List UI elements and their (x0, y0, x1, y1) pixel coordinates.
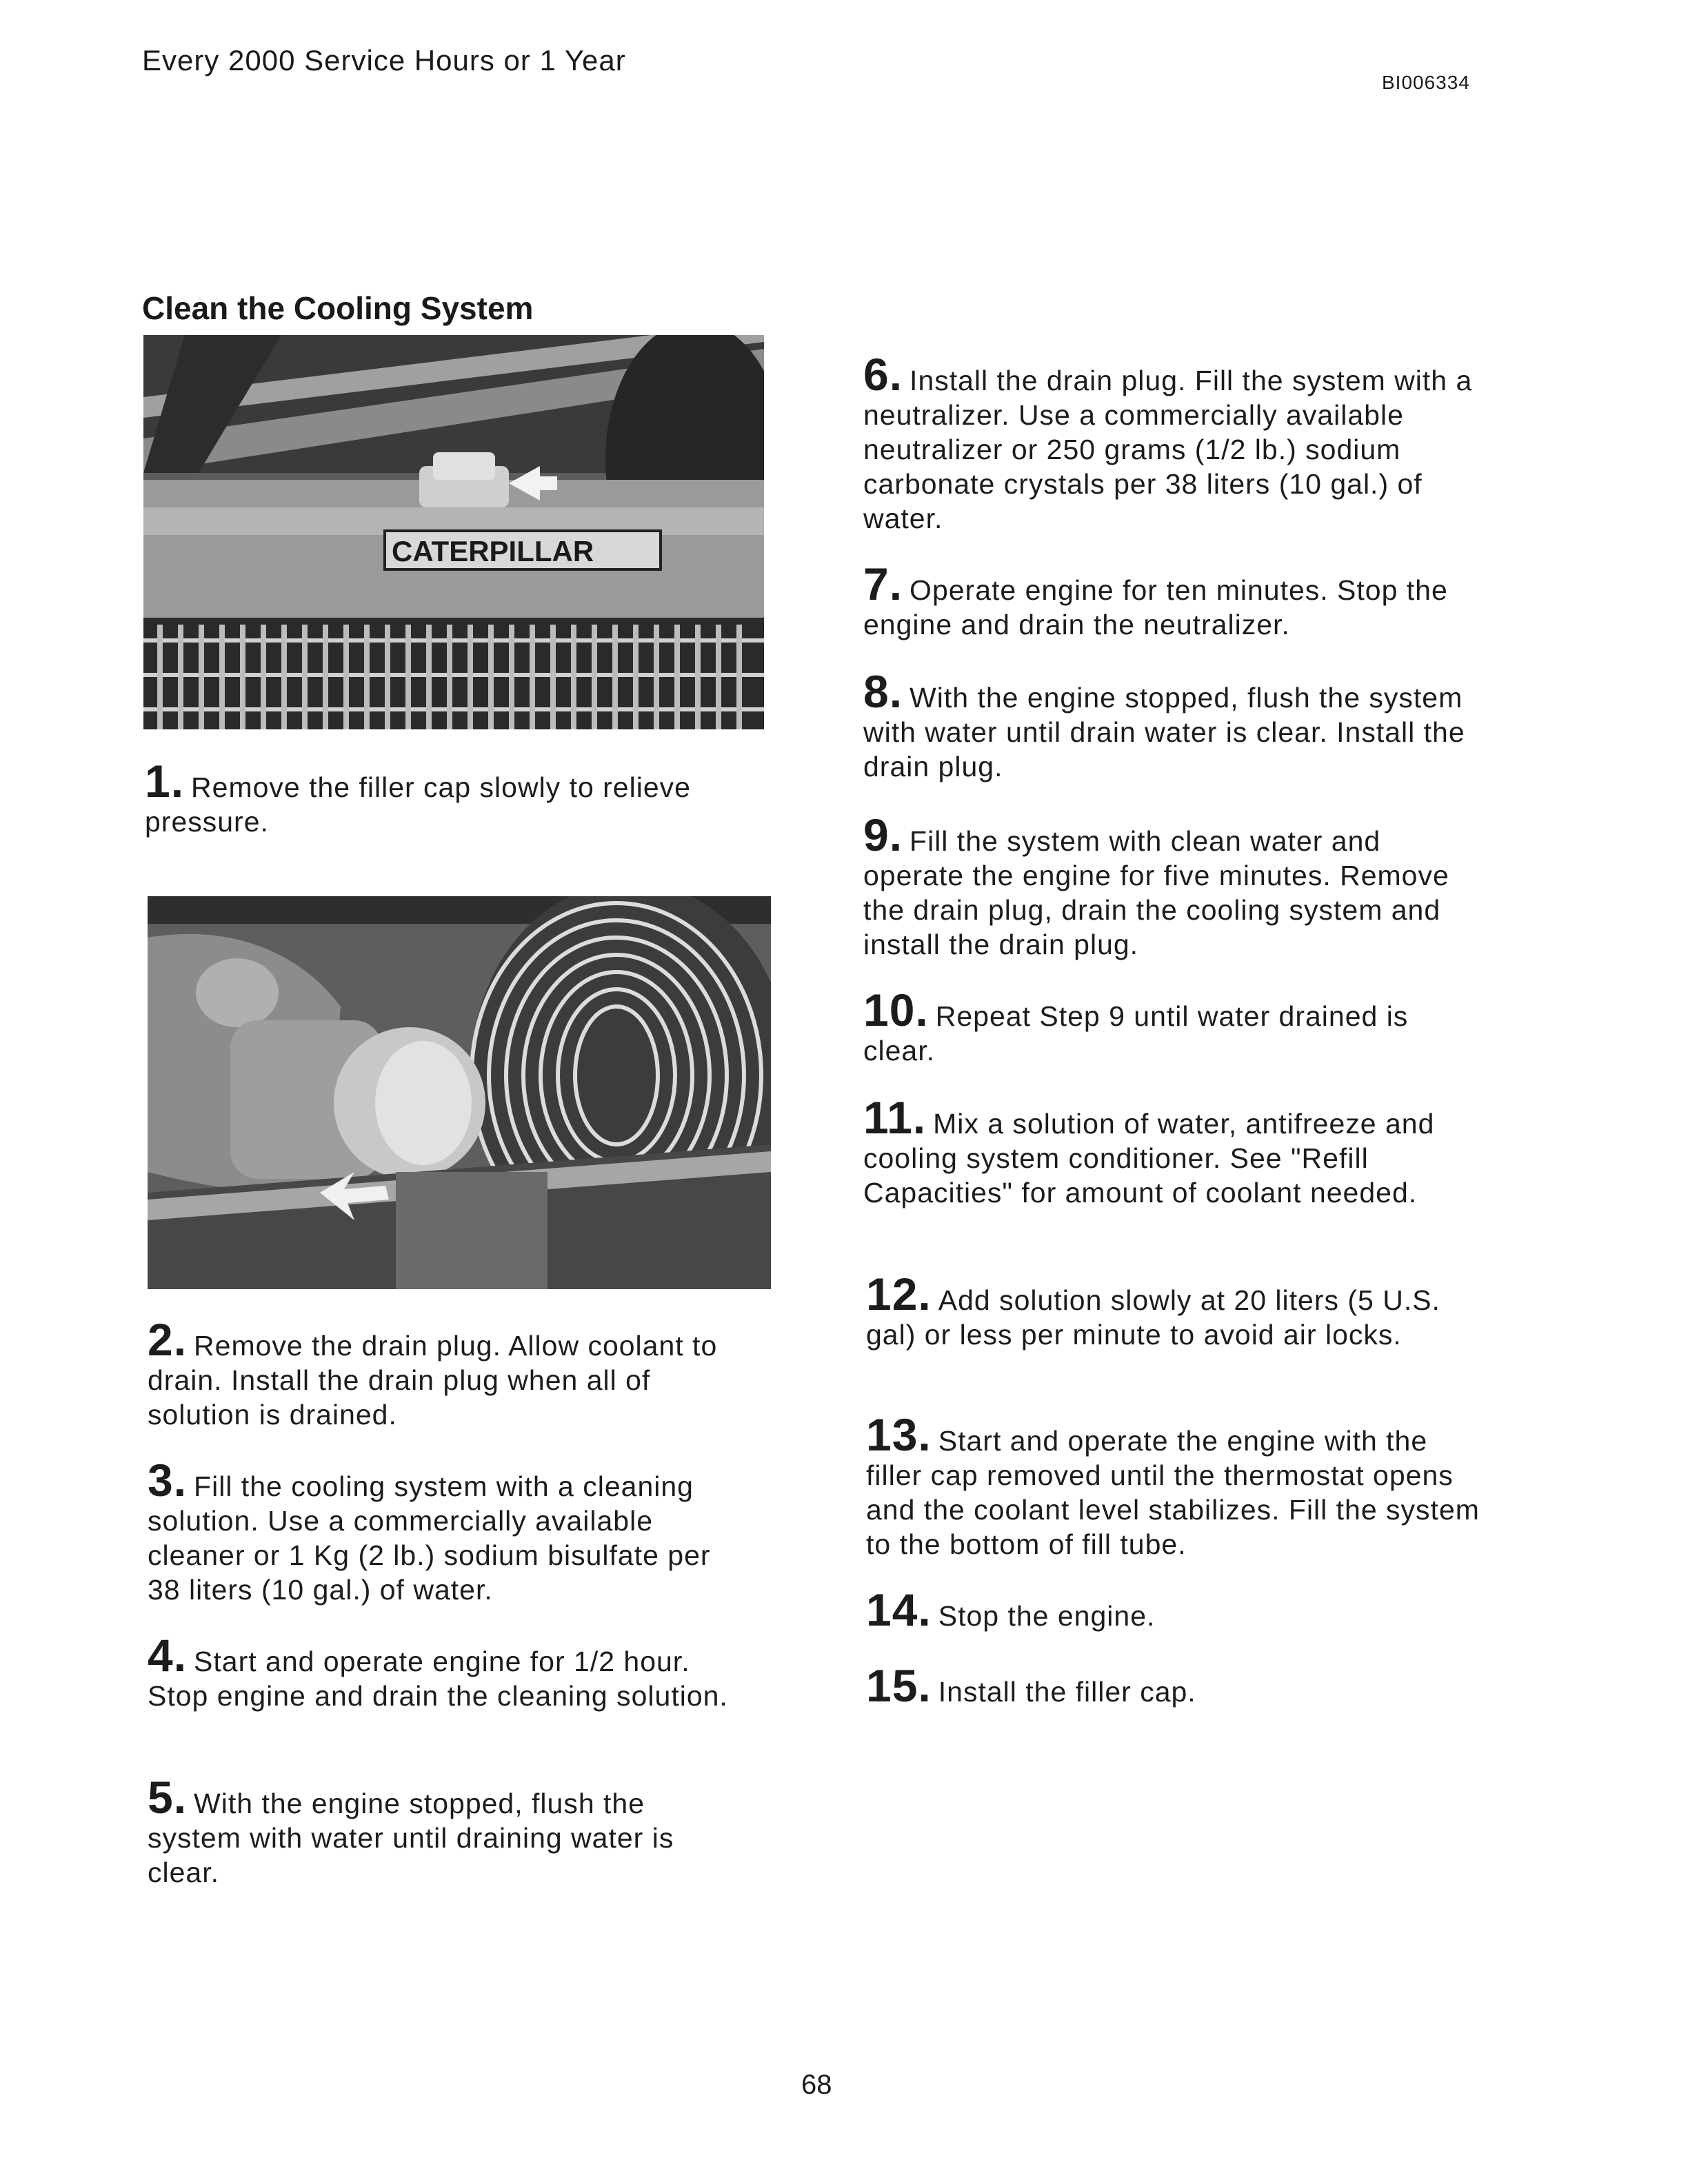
step-text: Remove the drain plug. Allow coolant to drain. Install the drain plug when all of solution is drained. (148, 1330, 718, 1430)
step-3 (148, 1455, 741, 1607)
step-number: 8. (863, 666, 903, 717)
filler-cap-photo (143, 335, 764, 729)
step-number: 4. (148, 1630, 188, 1681)
step-number: 10. (863, 984, 929, 1035)
step-9 (863, 809, 1484, 962)
filler-cap-photo-image (143, 335, 764, 729)
step-text: Mix a solution of water, antifreeze and cooling system conditioner. See "Refill Capacities" for amount of coolant needed. (863, 1108, 1435, 1209)
step-number: 14. (866, 1584, 932, 1635)
step-text: Fill the cooling system with a cleaning solution. Use a commercially available cleaner or 1 Kg (2 lb.) sodium bisulfate per 38 liters (10 gal.) of water. (148, 1470, 711, 1606)
step-text: Remove the filler cap slowly to relieve pressure. (145, 771, 691, 838)
step-text: Install the filler cap. (938, 1676, 1196, 1708)
step-number: 6. (863, 349, 903, 400)
step-number: 9. (863, 809, 903, 860)
step-1 (145, 756, 738, 839)
drain-plug-photo (148, 896, 771, 1289)
step-text: Fill the system with clean water and operate the engine for five minutes. Remove the drain plug, drain the cooling system and install the drain plug. (863, 825, 1449, 960)
step-number: 13. (866, 1409, 932, 1460)
step-number: 11. (863, 1092, 927, 1143)
step-number: 1. (145, 756, 185, 807)
step-text: Install the drain plug. Fill the system with a neutralizer. Use a commercially available neutralizer or 250 grams (1/2 lb.) sodium carbonate crystals per 38 liters (10 gal.) of water. (863, 365, 1473, 534)
step-4 (148, 1630, 741, 1713)
step-10 (863, 984, 1484, 1068)
step-text: Stop the engine. (938, 1600, 1156, 1632)
step-number: 5. (148, 1772, 188, 1823)
step-number: 15. (866, 1660, 932, 1711)
step-15 (866, 1660, 1487, 1711)
step-8 (863, 666, 1484, 784)
step-text: Repeat Step 9 until water drained is clear. (863, 1000, 1409, 1066)
step-text: Operate engine for ten minutes. Stop the engine and drain the neutralizer. (863, 574, 1448, 640)
step-11 (863, 1092, 1484, 1210)
page-number: 68 (801, 2070, 832, 2100)
step-number: 2. (148, 1314, 188, 1365)
step-12 (866, 1268, 1487, 1352)
step-text: Start and operate engine for 1/2 hour. Stop engine and drain the cleaning solution. (148, 1646, 728, 1712)
step-13 (866, 1409, 1487, 1561)
step-text: Start and operate the engine with the filler cap removed until the thermostat opens and the coolant level stabilizes. Fill the system to the bottom of fill tube. (866, 1425, 1480, 1560)
step-6 (863, 349, 1484, 536)
step-14 (866, 1584, 1487, 1635)
header-section: Every 2000 Service Hours or 1 Year (142, 44, 626, 77)
caterpillar-logo-text: CATERPILLAR (392, 535, 594, 567)
step-number: 12. (866, 1268, 932, 1320)
step-number: 3. (148, 1455, 188, 1506)
document-id: BI006334 (1382, 72, 1470, 93)
page-title: Clean the Cooling System (142, 290, 534, 326)
step-text: With the engine stopped, flush the system with water until drain water is clear. Install the drain plug. (863, 682, 1465, 782)
step-text: With the engine stopped, flush the system with water until draining water is clear. (148, 1788, 674, 1888)
step-text: Add solution slowly at 20 liters (5 U.S. gal) or less per minute to avoid air locks. (866, 1284, 1440, 1351)
drain-plug-photo-image (148, 896, 771, 1289)
step-5 (148, 1772, 741, 1890)
step-2 (148, 1314, 741, 1432)
step-number: 7. (863, 558, 903, 609)
step-7 (863, 558, 1484, 642)
